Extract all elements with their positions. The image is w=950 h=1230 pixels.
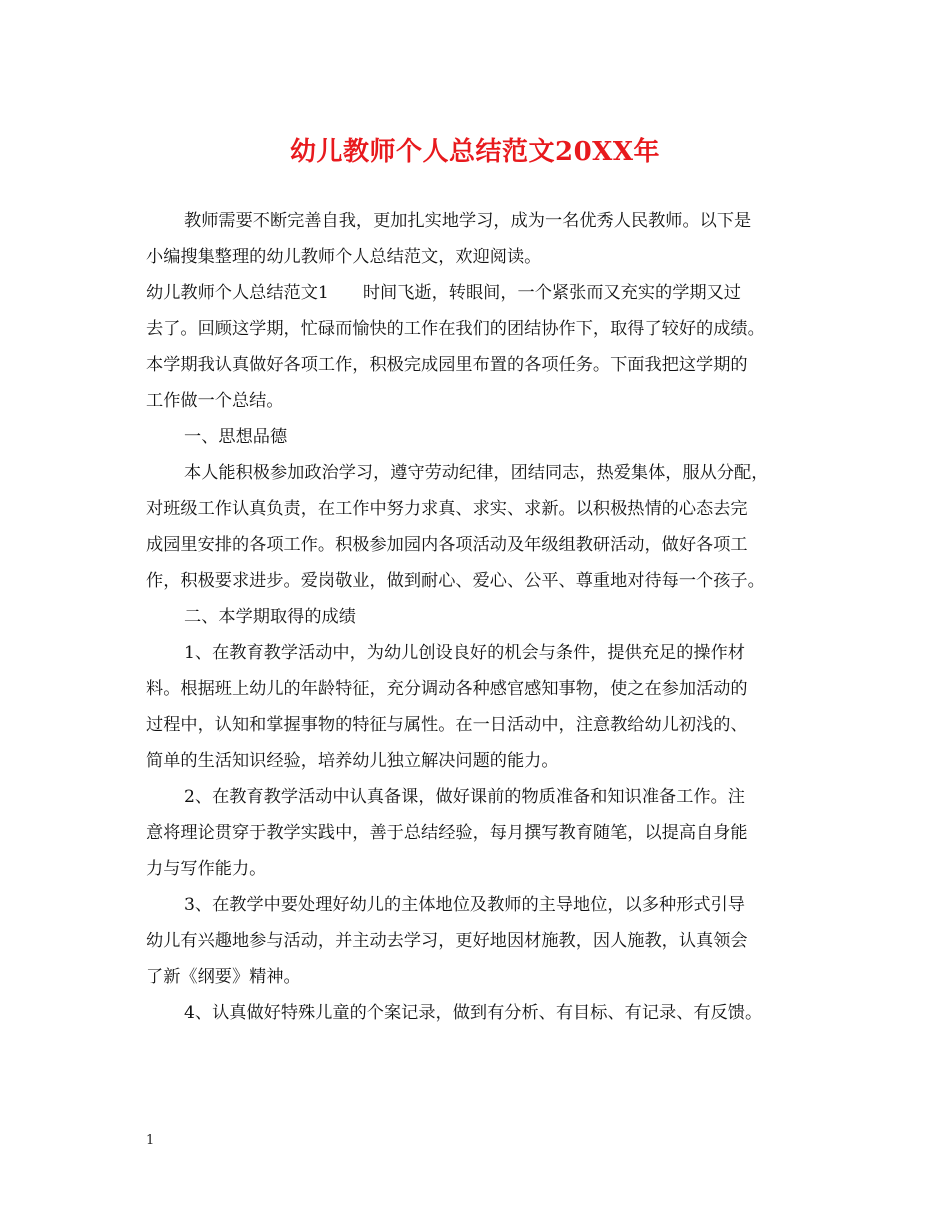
paragraph-line: 了新《纲要》精神。 (146, 967, 301, 987)
section-subheading: 一、思想品德 (184, 427, 288, 447)
paragraph-line: 去了。回顾这学期，忙碌而愉快的工作在我们的团结协作下，取得了较好的成绩。 (146, 319, 765, 339)
paragraph-line: 简单的生活知识经验，培养幼儿独立解决问题的能力。 (146, 751, 559, 771)
paragraph-line: 工作做一个总结。 (146, 391, 284, 411)
document-title: 幼儿教师个人总结范文20XX年 (289, 137, 661, 167)
paragraph-line: 对班级工作认真负责，在工作中努力求真、求实、求新。以积极热情的心态去完 (146, 499, 748, 519)
paragraph-line: 4、认真做好特殊儿童的个案记录，做到有分析、有目标、有记录、有反馈。 (184, 1003, 763, 1023)
section-heading: 幼儿教师个人总结范文1 (146, 283, 329, 303)
paragraph-line: 料。根据班上幼儿的年龄特征，充分调动各种感官感知事物，使之在参加活动的 (146, 679, 748, 699)
page-number: 1 (146, 1133, 155, 1148)
paragraph-line: 意将理论贯穿于教学实践中，善于总结经验，每月撰写教育随笔，以提高自身能 (146, 823, 748, 843)
paragraph-line: 力与写作能力。 (146, 859, 267, 879)
paragraph-line: 本学期我认真做好各项工作，积极完成园里布置的各项任务。下面我把这学期的 (146, 355, 748, 375)
paragraph-line: 2、在教育教学活动中认真备课，做好课前的物质准备和知识准备工作。注 (184, 787, 745, 807)
paragraph-line: 1、在教育教学活动中，为幼儿创设良好的机会与条件，提供充足的操作材 (184, 643, 745, 663)
paragraph-line: 教师需要不断完善自我，更加扎实地学习，成为一名优秀人民教师。以下是 (184, 211, 752, 231)
paragraph-line: 本人能积极参加政治学习，遵守劳动纪律，团结同志，热爱集体，服从分配， (184, 463, 769, 483)
paragraph-line: 幼儿有兴趣地参与活动，并主动去学习，更好地因材施教，因人施教，认真领会 (146, 931, 748, 951)
paragraph-line: 作，积极要求进步。爱岗敬业，做到耐心、爱心、公平、尊重地对待每一个孩子。 (146, 571, 765, 591)
paragraph-text: 时间飞逝，转眼间，一个紧张而又充实的学期又过 (362, 283, 741, 303)
paragraph-line: 3、在教学中要处理好幼儿的主体地位及教师的主导地位，以多种形式引导 (184, 895, 745, 915)
paragraph-line: 过程中，认知和掌握事物的特征与属性。在一日活动中，注意教给幼儿初浅的、 (146, 715, 748, 735)
paragraph-line: 成园里安排的各项工作。积极参加园内各项活动及年级组教研活动，做好各项工 (146, 535, 748, 555)
section-heading-line (146, 281, 741, 305)
paragraph-line: 小编搜集整理的幼儿教师个人总结范文，欢迎阅读。 (146, 247, 542, 267)
section-subheading: 二、本学期取得的成绩 (184, 607, 356, 627)
